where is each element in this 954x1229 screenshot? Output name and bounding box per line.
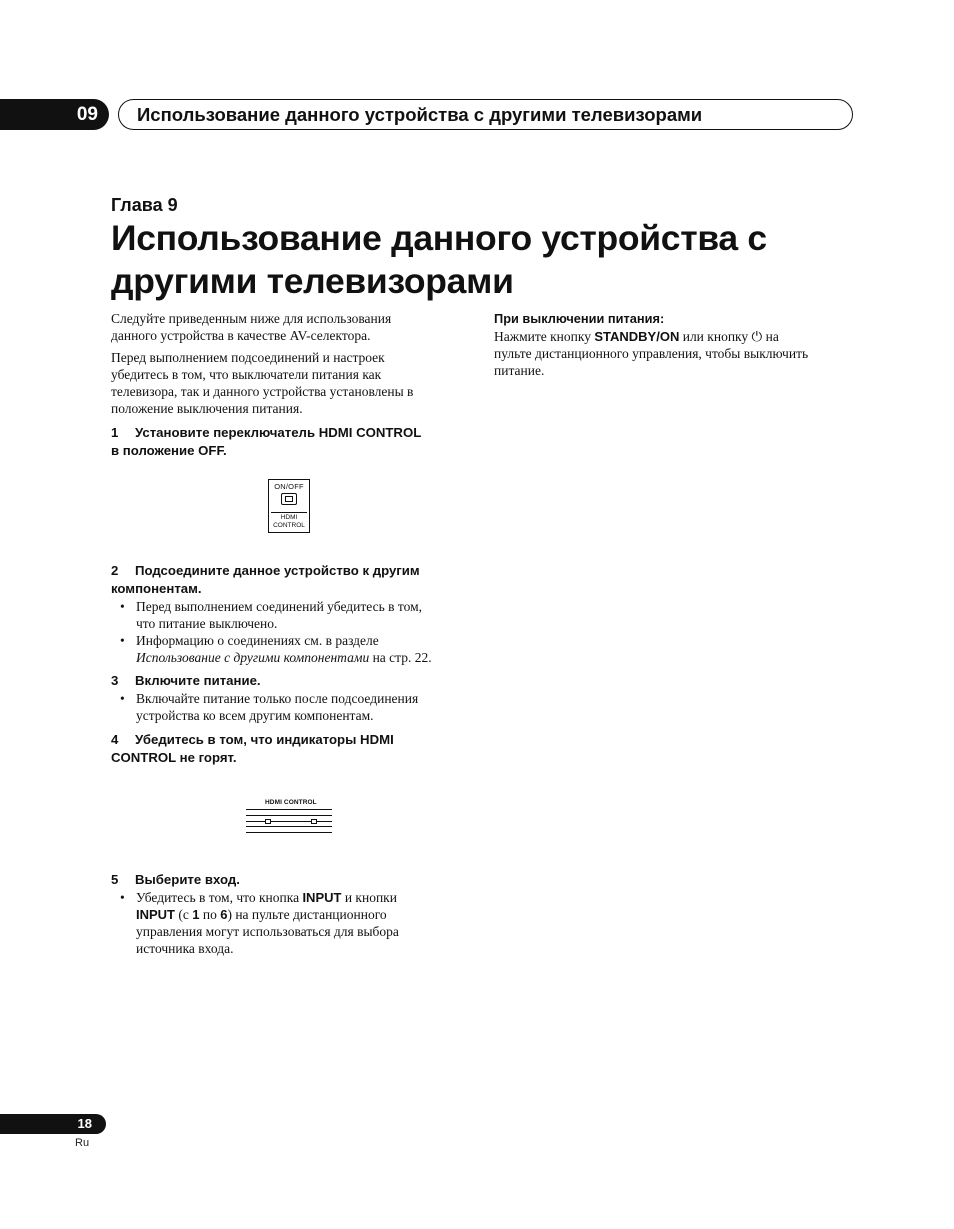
- chapter-number-tab: 09: [0, 99, 109, 130]
- left-column: [111, 310, 471, 957]
- hdmi-control-indicator-figure: [246, 799, 332, 843]
- page-language-code: Ru: [75, 1137, 90, 1149]
- divider: [271, 512, 307, 513]
- bullet-text: ) на пульте дистанционного: [227, 907, 387, 922]
- intro-line: положение выключения питания.: [111, 401, 303, 416]
- intro-line: телевизора, так и данного устройства установлены в: [111, 384, 414, 399]
- panel-line: [246, 809, 332, 810]
- intro-line: Перед выполнением подсоединений и настроек: [111, 350, 385, 365]
- step-4-heading: [111, 731, 471, 749]
- button-name: INPUT: [302, 890, 342, 905]
- panel-line: [246, 826, 332, 827]
- hdmi-switch-figure-area: [111, 460, 471, 562]
- step-5-heading: [111, 871, 471, 889]
- list-item: [111, 598, 471, 632]
- button-name: 1: [192, 907, 200, 922]
- body-text: на: [762, 329, 779, 344]
- bullet-icon: •: [120, 599, 125, 614]
- switch-label-line: CONTROL: [273, 522, 305, 529]
- power-off-line: пульте дистанционного управления, чтобы выключить: [494, 346, 809, 361]
- step-text: Выберите вход.: [135, 872, 240, 887]
- intro-line: данного устройства в качестве AV-селектора.: [111, 328, 371, 343]
- bullet-text: управления могут использоваться для выбора: [136, 924, 399, 939]
- body-text: или кнопку: [679, 329, 752, 344]
- button-name: INPUT: [136, 907, 175, 922]
- step-4-heading-cont: CONTROL не горят.: [111, 750, 237, 765]
- hdmi-indicator-figure-area: [111, 767, 471, 871]
- power-off-line: [494, 328, 864, 345]
- switch-on-off-label: ON/OFF: [274, 482, 304, 491]
- list-item: [111, 632, 471, 666]
- bullet-text: источника входа.: [136, 941, 234, 956]
- step-2-heading-cont: компонентам.: [111, 581, 202, 596]
- button-name: 6: [220, 907, 228, 922]
- chapter-title-line: другими телевизорами: [111, 261, 514, 301]
- step-text: Подсоедините данное устройство к другим: [135, 563, 420, 578]
- list-item: [111, 690, 471, 724]
- bullet-text: по: [199, 907, 221, 922]
- panel-line: [246, 821, 332, 822]
- step-2-heading: [111, 562, 471, 580]
- bullet-text: и кнопки: [341, 890, 397, 905]
- intro-line: убедитесь в том, что выключатели питания как: [111, 367, 382, 382]
- step-text: Включите питание.: [135, 673, 261, 688]
- switch-label-line: HDMI: [280, 514, 298, 521]
- indicator-led-icon: [265, 819, 271, 824]
- hdmi-control-switch-figure: [268, 479, 310, 533]
- bullet-icon: •: [120, 691, 125, 706]
- right-column: [494, 310, 864, 379]
- step-number: 5: [111, 872, 119, 887]
- step-number: 1: [111, 425, 119, 440]
- bullet-text: Убедитесь в том, что кнопка: [136, 890, 303, 905]
- step-number: 4: [111, 732, 119, 747]
- bullet-text: Включайте питание только после подсоединения: [136, 691, 419, 706]
- intro-line: Следуйте приведенным ниже для использования: [111, 311, 392, 326]
- chapter-label: Глава 9: [111, 195, 178, 215]
- bullet-icon: •: [120, 633, 125, 648]
- bullet-text: на стр. 22.: [369, 650, 432, 665]
- button-name: STANDBY/ON: [594, 329, 680, 344]
- panel-line: [246, 832, 332, 833]
- cross-reference-link[interactable]: Использование с другими компонентами: [136, 650, 370, 665]
- switch-button-icon: [281, 493, 297, 505]
- running-header-title: Использование данного устройства с другими телевизорами: [118, 99, 853, 130]
- bullet-icon: •: [120, 890, 125, 905]
- step-1-heading: [111, 424, 471, 442]
- indicator-led-icon: [311, 819, 317, 824]
- bullet-text: (с: [175, 907, 193, 922]
- chapter-title-line: Использование данного устройства с: [111, 218, 767, 258]
- bullet-text: устройства ко всем другим компонентам.: [136, 708, 374, 723]
- step-3-heading: [111, 672, 471, 690]
- step-number: 3: [111, 673, 119, 688]
- step-number: 2: [111, 563, 119, 578]
- step-text: Установите переключатель HDMI CONTROL: [135, 425, 422, 440]
- list-item: [111, 889, 471, 957]
- bullet-text: Информацию о соединениях см. в разделе: [136, 633, 379, 648]
- bullet-text: Перед выполнением соединений убедитесь в том,: [136, 599, 422, 614]
- page-number-tab: 18: [0, 1114, 106, 1134]
- power-off-heading: При выключении питания:: [494, 311, 665, 326]
- power-off-line: питание.: [494, 363, 545, 378]
- step-1-heading-cont: в положение OFF.: [111, 443, 227, 458]
- power-icon: ⏻: [751, 329, 763, 344]
- step-text: Убедитесь в том, что индикаторы HDMI: [135, 732, 394, 747]
- chapter-title: [111, 217, 871, 303]
- indicator-label: HDMI CONTROL: [265, 799, 317, 806]
- panel-line: [246, 815, 332, 816]
- body-text: Нажмите кнопку: [494, 329, 595, 344]
- bullet-text: что питание выключено.: [136, 616, 278, 631]
